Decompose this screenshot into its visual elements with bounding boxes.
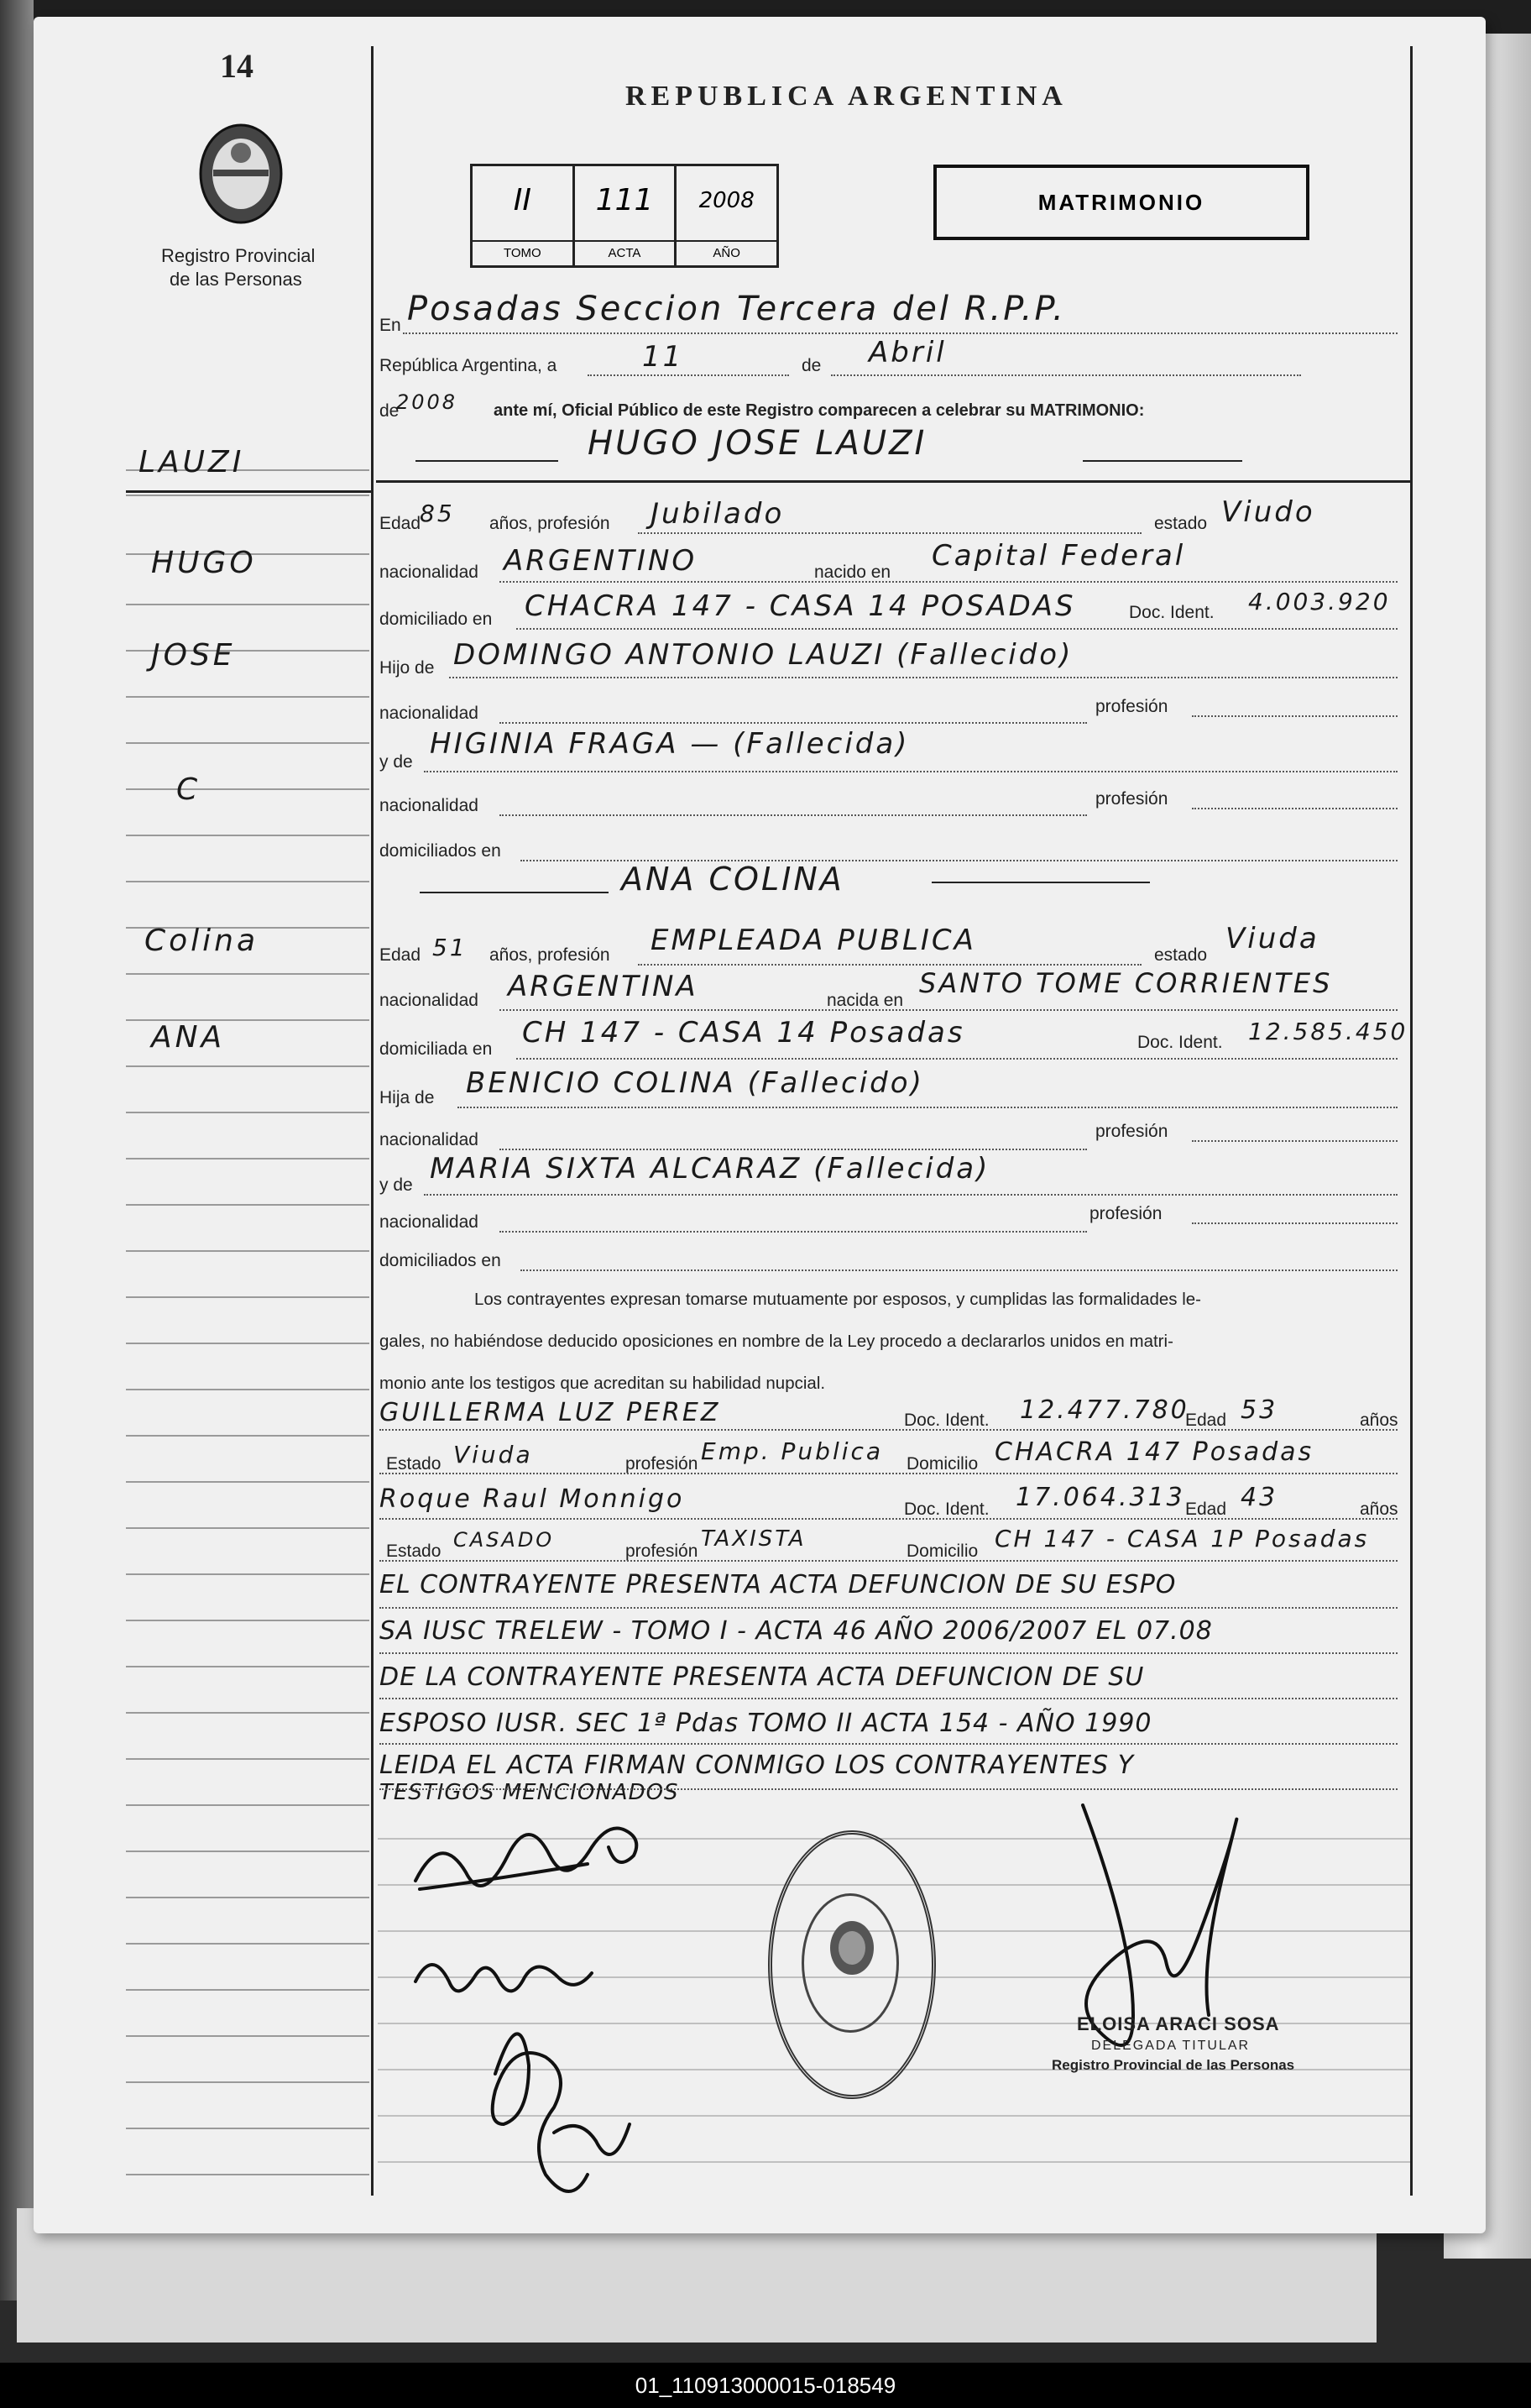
header-statement: ante mí, Oficial Público de este Registro comparecen a celebrar su MATRIMONIO: [494,401,1145,420]
register-page [34,17,1486,2233]
note-line-2: SA IUSC TRELEW - TOMO I - ACTA 46 AÑO 2006/2007 EL 07.08 [379,1616,1213,1646]
ano-label: AÑO [677,240,776,265]
left-column-divider [371,46,374,2196]
ano-cell [677,166,776,265]
bride-domicilio-label: domiciliada en [379,1039,493,1059]
dotline [379,1698,1398,1699]
bride-father: BENICIO COLINA (Fallecido) [466,1066,924,1100]
groom-anos-profesion-label: años, profesión [489,514,610,533]
document-type-box: MATRIMONIO [933,165,1309,240]
dotline [1192,808,1398,809]
groom-hijo-label: Hijo de [379,658,435,678]
note-line-4: ESPOSO IUSR. SEC 1ª Pdas TOMO II ACTA 154 - AÑO 1990 [379,1709,1152,1738]
dotline [457,1107,1398,1108]
bride-doc-label: Doc. Ident. [1137,1033,1223,1052]
note-line-1: EL CONTRAYENTE PRESENTA ACTA DEFUNCION DE SU ESPO [379,1570,1177,1599]
tomo-label: TOMO [473,240,572,265]
bride-profession: EMPLEADA PUBLICA [651,924,976,957]
dotline [516,1058,1398,1060]
groom-domiciliados-label: domiciliados en [379,841,501,861]
dotline [499,814,1087,816]
groom-nacido-label: nacido en [814,563,891,582]
margin-given-bride: ANA [151,1020,226,1055]
margin-divider [126,490,371,493]
witness2-domicilio-label: Domicilio [907,1542,979,1561]
groom-nacionalidad-label: nacionalidad [379,563,478,582]
groom-section-divider [376,480,1410,483]
groom-yde-label: y de [379,752,413,772]
year-prefix: de [379,401,400,421]
declaration-line1: Los contrayentes expresan tomarse mutuamente por esposos, y cumplidas las formalidades le- [474,1290,1201,1309]
bride-nationality: ARGENTINA [508,970,698,1003]
officer-office: Registro Provincial de las Personas [1052,2057,1295,2073]
officer-name: ELOISA ARACI SOSA [1077,2013,1280,2034]
margin-conjunction: C [176,772,201,807]
groom-prof2-label: profesión [1095,789,1168,809]
bride-doc: 12.585.450 [1248,1018,1408,1045]
bride-nacida-label: nacida en [827,991,904,1010]
witness2-doc: 17.064.313 [1016,1483,1185,1512]
note-line-5: LEIDA EL ACTA FIRMAN CONMIGO LOS CONTRAYENTES Y [379,1751,1135,1780]
dotline [379,1652,1398,1654]
ano-value: 2008 [698,188,755,213]
witness1-estado: Viuda [453,1441,533,1468]
dotline [1192,715,1398,717]
dotline [499,1009,1398,1011]
tomo-acta-ano-box [470,164,779,268]
bride-domiciliados-label: domiciliados en [379,1251,501,1270]
groom-birthplace: Capital Federal [932,539,1186,573]
dotline [379,1518,1398,1520]
scan-id-footer: 01_110913000015-018549 [0,2363,1531,2408]
bride-mother: MARIA SIXTA ALCARAZ (Fallecida) [430,1152,990,1186]
seal-emblem-icon [827,1919,877,1977]
dotline [588,374,789,376]
dash [420,892,609,893]
year-value: 2008 [396,390,458,414]
margin-given-groom-2: JOSE [151,638,236,673]
witness1-anos-label: años [1360,1411,1398,1430]
dotline [831,374,1301,376]
dotline [379,1429,1398,1431]
dotline [379,1788,1398,1790]
dotline [379,1607,1398,1609]
bride-prof-label: profesión [1095,1122,1168,1141]
bride-name: ANA COLINA [621,861,844,898]
dotline [449,677,1398,678]
dotline [638,532,1142,534]
bride-yde-label: y de [379,1175,413,1195]
dotline [638,964,1142,966]
witness2-name: Roque Raul Monnigo [379,1484,685,1514]
dotline [424,771,1398,772]
republica-label: República Argentina, a [379,356,557,375]
witness2-edad-label: Edad [1185,1500,1227,1519]
witness2-profession: TAXISTA [701,1526,807,1552]
groom-edad-label: Edad [379,514,421,533]
bride-address: CH 147 - CASA 14 Posadas [522,1016,965,1050]
dotline [499,722,1087,724]
officer-title: DELEGADA TITULAR [1091,2039,1251,2053]
page-number: 14 [220,47,253,85]
bride-edad-label: Edad [379,945,421,965]
witness1-profession: Emp. Publica [701,1437,884,1465]
witness1-edad-label: Edad [1185,1411,1227,1430]
witness1-age: 53 [1241,1395,1278,1425]
dotline [379,1560,1398,1562]
note-line-3: DE LA CONTRAYENTE PRESENTA ACTA DEFUNCION DE SU [379,1662,1145,1692]
witness1-doc: 12.477.780 [1020,1395,1189,1425]
registry-label-line2: de las Personas [170,269,302,290]
dotline [1192,1140,1398,1142]
dotline [379,1743,1398,1745]
bride-estado-label: estado [1154,945,1208,965]
groom-mother: HIGINIA FRAGA — (Fallecida) [430,727,910,761]
witness2-age: 43 [1241,1483,1278,1512]
registry-label-line1: Registro Provincial [161,245,316,266]
groom-age: 85 [420,500,455,527]
witness2-doc-label: Doc. Ident. [904,1500,990,1519]
witness2-address: CH 147 - CASA 1P Posadas [995,1525,1370,1552]
bride-prof2-label: profesión [1089,1204,1163,1223]
dash [932,882,1150,883]
declaration-line2: gales, no habiéndose deducido oposiciones en nombre de la Ley procedo a declararlos unidos en matri- [379,1332,1173,1351]
groom-profession: Jubilado [651,497,785,531]
witness2-estado-label: Estado [386,1542,442,1561]
witness1-doc-label: Doc. Ident. [904,1411,990,1430]
groom-estado: Viudo [1221,495,1315,529]
groom-father: DOMINGO ANTONIO LAUZI (Fallecido) [453,638,1074,672]
bride-nac-label: nacionalidad [379,1130,478,1149]
dash [415,460,558,462]
note-line-6: TESTIGOS MENCIONADOS [379,1780,679,1805]
day-value: 11 [642,340,684,374]
witness1-profesion-label: profesión [625,1454,698,1474]
tomo-value: II [513,183,531,217]
en-label: En [379,316,401,335]
country-title: REPUBLICA ARGENTINA [625,81,1068,112]
witness2-anos-label: años [1360,1500,1398,1519]
groom-nationality: ARGENTINO [504,544,698,578]
witness2-estado: CASADO [453,1528,555,1552]
groom-nac2-label: nacionalidad [379,796,478,815]
dotline [516,628,1398,630]
groom-nac-label: nacionalidad [379,704,478,723]
dotline [403,332,1398,334]
tomo-cell [473,166,575,265]
bride-birthplace: SANTO TOME CORRIENTES [919,967,1333,999]
bride-nacionalidad-label: nacionalidad [379,991,478,1010]
witness2-profesion-label: profesión [625,1542,698,1561]
scan-left-shadow [0,0,34,2301]
margin-surname-bride: Colina [144,924,259,958]
dotline [499,1231,1087,1233]
groom-prof-label: profesión [1095,697,1168,716]
coat-of-arms-icon [195,119,287,228]
bride-age: 51 [432,934,468,961]
groom-name: HUGO JOSE LAUZI [588,424,927,463]
witness1-domicilio-label: Domicilio [907,1454,979,1474]
dotline [424,1194,1398,1196]
acta-cell [575,166,677,265]
margin-given-groom-1: HUGO [151,546,257,580]
dash [1083,460,1242,462]
groom-estado-label: estado [1154,514,1208,533]
groom-doc: 4.003.920 [1248,588,1391,615]
witness1-name: GUILLERMA LUZ PEREZ [379,1398,721,1427]
acta-value: 111 [595,183,654,217]
declaration-line3: monio ante los testigos que acreditan su habilidad nupcial. [379,1374,826,1393]
witness1-address: CHACRA 147 Posadas [995,1437,1314,1467]
bride-hija-label: Hija de [379,1088,435,1107]
bride-anos-profesion-label: años, profesión [489,945,610,965]
bride-estado: Viuda [1225,922,1319,955]
dotline [520,1269,1398,1271]
de-label: de [802,356,822,375]
dotline [379,1473,1398,1474]
dotline [1192,1222,1398,1224]
right-border [1410,46,1413,2196]
margin-surname-groom: LAUZI [138,445,245,479]
month-value: Abril [869,336,947,369]
bride-nac2-label: nacionalidad [379,1212,478,1232]
groom-address: CHACRA 147 - CASA 14 POSADAS [525,589,1076,623]
dotline [499,581,1398,583]
place-value: Posadas Seccion Tercera del R.P.P. [407,290,1066,328]
dotline [499,1149,1087,1150]
acta-label: ACTA [575,240,675,265]
groom-domicilio-label: domiciliado en [379,610,493,629]
groom-doc-label: Doc. Ident. [1129,603,1215,622]
witness1-estado-label: Estado [386,1454,442,1474]
